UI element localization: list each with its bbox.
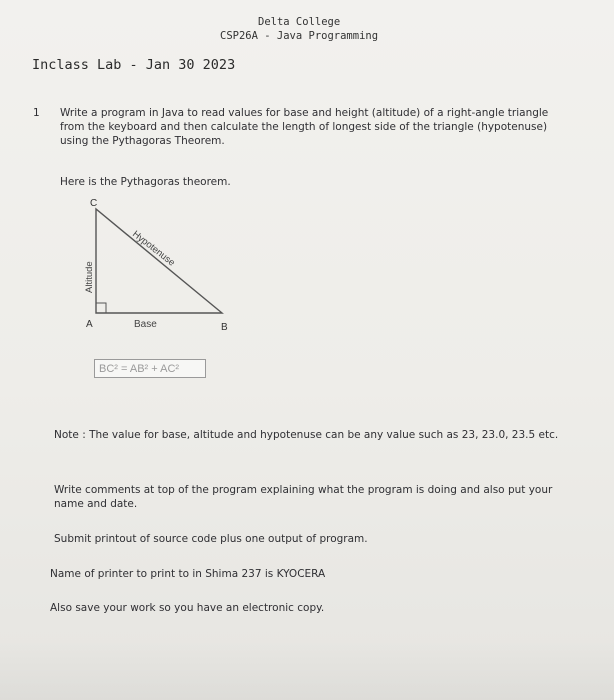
page-shadow bbox=[0, 640, 614, 700]
vertex-b-label: B bbox=[221, 322, 228, 333]
question-text: Write a program in Java to read values for base and height (altitude) of a right-angle triangle from the keyboard and then calculate the length of longest side of the triangle (hypotenuse) using the Pythagoras Theorem. bbox=[60, 107, 549, 147]
college-name: Delta College bbox=[258, 16, 341, 28]
triangle-diagram bbox=[70, 193, 240, 343]
note-text: Note : The value for base, altitude and hypotenuse can be any value such as 23, 23.0, 23.5 etc. bbox=[54, 429, 559, 441]
altitude-label: Altitude bbox=[84, 261, 95, 293]
base-label: Base bbox=[134, 319, 157, 330]
vertex-a-label: A bbox=[86, 319, 93, 330]
triangle-shape bbox=[96, 209, 222, 313]
right-angle-marker bbox=[96, 303, 106, 313]
question-number: 1 bbox=[33, 107, 40, 119]
pythagoras-formula: BC² = AB² + AC² bbox=[94, 359, 206, 378]
theorem-intro: Here is the Pythagoras theorem. bbox=[60, 176, 231, 188]
submit-instruction: Submit printout of source code plus one output of program. bbox=[54, 533, 368, 545]
hypotenuse-label: Hypotenuse bbox=[130, 228, 177, 269]
lab-title: Inclass Lab - Jan 30 2023 bbox=[32, 57, 236, 73]
comments-instruction: Write comments at top of the program explaining what the program is doing and also put your name and date. bbox=[54, 484, 553, 510]
vertex-c-label: C bbox=[90, 198, 98, 209]
save-instruction: Also save your work so you have an electronic copy. bbox=[50, 602, 325, 614]
course-title: CSP26A - Java Programming bbox=[220, 30, 379, 42]
printer-instruction: Name of printer to print to in Shima 237 is KYOCERA bbox=[50, 568, 326, 580]
